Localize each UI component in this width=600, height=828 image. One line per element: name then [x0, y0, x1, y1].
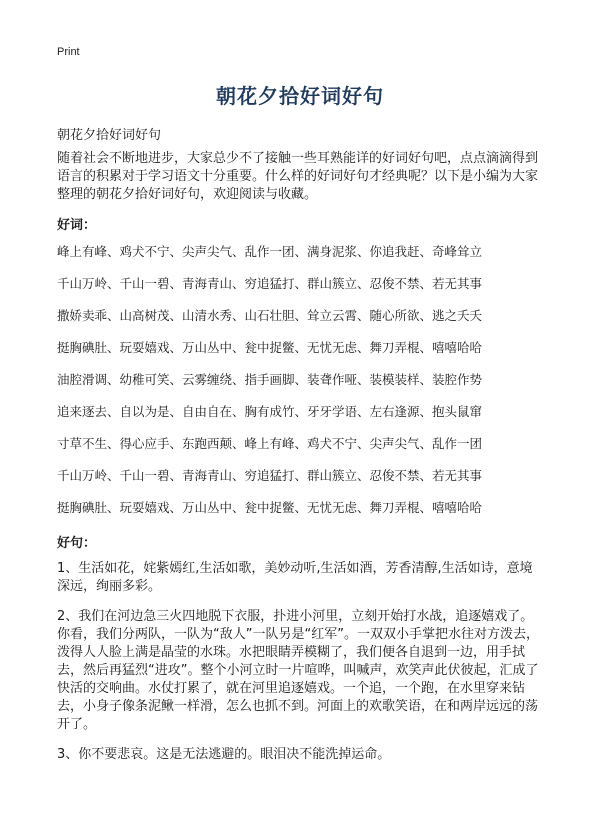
- sentence-paragraph: 3、你不要悲哀。这是无法逃避的。眼泪决不能洗掉运命。: [57, 747, 391, 762]
- document-subtitle: 朝花夕拾好词好句: [57, 128, 162, 143]
- words-line: 撒娇卖乖、山高树茂、山清水秀、山石壮胆、耸立云霄、随心所欲、逃之夭夭: [57, 308, 483, 323]
- intro-paragraph: 随着社会不断地进步，大家总少不了接触一些耳熟能详的好词好句吧，点点滴滴得到语言的积累对于学习语文十分重要。什么样的好词好句才经典呢？以下是小编为大家整理的朝花夕拾好词好句，欢迎阅读与收藏。: [57, 151, 539, 202]
- words-line: 峰上有峰、鸡犬不宁、尖声尖气、乱作一团、满身泥浆、你追我赶、奇峰耸立: [57, 244, 483, 259]
- sentences-heading: 好句：: [57, 536, 97, 551]
- words-list: [57, 243, 543, 531]
- sentence-paragraph: 2、我们在河边急三火四地脱下衣服，扑进小河里，立刻开始打水战，追逐嬉戏了。你看，我们分两队，一队为“敌人”一队另是“红军”。一双双小手掌把水往对方泼去，泼得人人脸上满是晶莹的水珠。水把眼睛弄模糊了，我们便各自退到一边，用手拭去，然后再猛烈“进攻”。整个小河立时一片喧哗，叫喊声，欢笑声此伏彼起，汇成了快活的交响曲。水仗打累了，就在河里追逐嬉戏。一个追，一个跑，在水里穿来钻去，小身子像条泥鳅一样滑，怎么也抓不到。河面上的欢歌笑语，在和两岸远远的荡开了。: [57, 609, 539, 732]
- words-line: 千山万岭、千山一碧、青海青山、穷追猛打、群山簇立、忍俊不禁、若无其事: [57, 468, 483, 483]
- words-line: 追来逐去、自以为是、自由自在、胸有成竹、牙牙学语、左右逢源、抱头鼠窜: [57, 404, 483, 419]
- words-line: 油腔滑调、幼稚可笑、云雾缠绕、指手画脚、装聋作哑、装模装样、装腔作势: [57, 372, 483, 387]
- print-link[interactable]: Print: [57, 46, 80, 58]
- words-heading: 好词：: [57, 218, 97, 233]
- words-line: 寸草不生、得心应手、东跑西颠、峰上有峰、鸡犬不宁、尖声尖气、乱作一团: [57, 436, 483, 451]
- page-title: 朝花夕拾好词好句: [216, 84, 384, 108]
- words-line: 挺胸碘肚、玩耍嬉戏、万山丛中、瓮中捉鳖、无忧无虑、舞刀弄棍、嘻嘻哈哈: [57, 340, 483, 355]
- sentences-section: [57, 560, 543, 776]
- sentence-paragraph: 1、生活如花，姹紫嫣红,生活如歌，美妙动听,生活如酒，芳香清醇,生活如诗，意境深远，绚丽多彩。: [57, 561, 533, 594]
- words-line: 挺胸碘肚、玩耍嬉戏、万山丛中、瓮中捉鳖、无忧无虑、舞刀弄棍、嘻嘻哈哈: [57, 500, 483, 515]
- words-line: 千山万岭、千山一碧、青海青山、穷追猛打、群山簇立、忍俊不禁、若无其事: [57, 276, 483, 291]
